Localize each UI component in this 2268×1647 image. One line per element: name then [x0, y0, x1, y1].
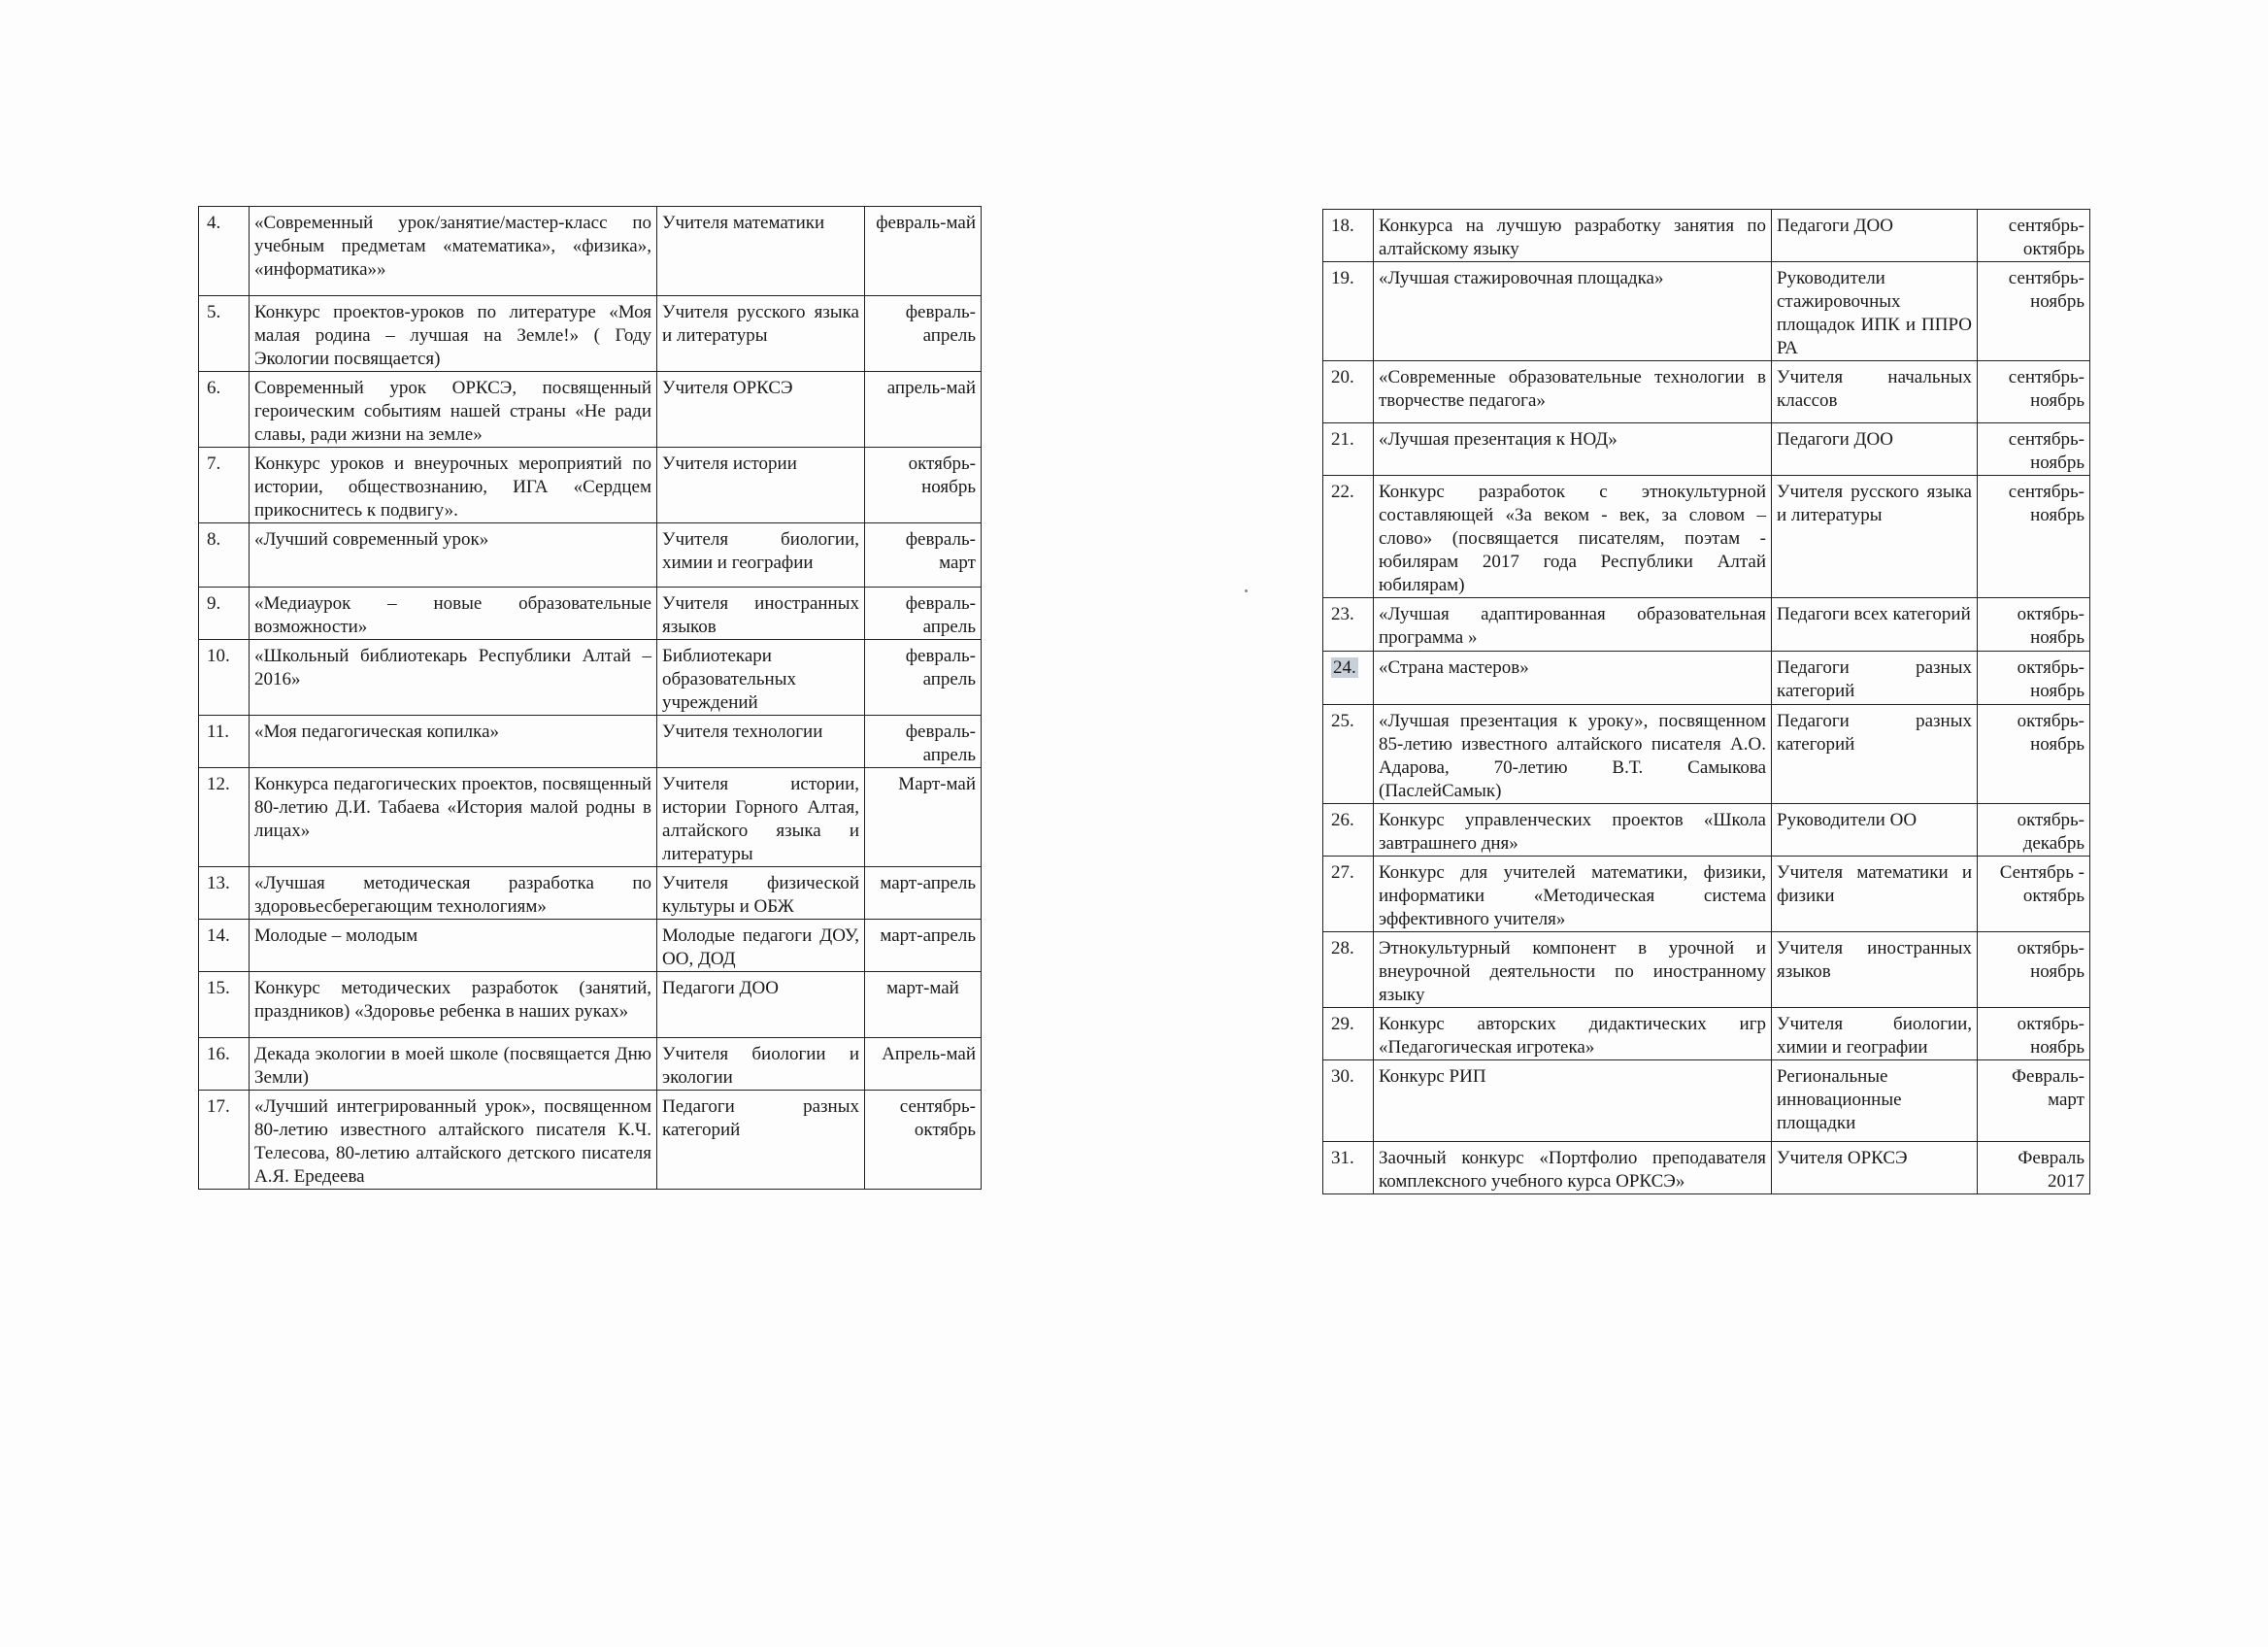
participants: Педагоги ДОО: [657, 972, 865, 1038]
event-title: «Лучший интегрированный урок», посвященном 80-летию известного алтайского писателя К.Ч. Телесова, 80-летию алтайского детского писателя А.Я. Ередеева: [250, 1091, 657, 1190]
row-number: 20.: [1323, 361, 1374, 423]
period: апрель-май: [865, 372, 982, 448]
table-row: [1323, 705, 2090, 804]
row-number: 9.: [199, 588, 250, 640]
table-row: [199, 372, 982, 448]
period: октябрь-ноябрь: [1978, 598, 2090, 652]
event-title: «Лучший современный урок»: [250, 523, 657, 588]
participants: Руководители стажировочных площадок ИПК и ППРО РА: [1772, 262, 1978, 361]
event-title: «Лучшая адаптированная образовательная программа »: [1374, 598, 1772, 652]
event-title: «Лучшая презентация к НОД»: [1374, 423, 1772, 476]
row-number: 25.: [1323, 705, 1374, 804]
participants: Библиотекари образовательных учреждений: [657, 640, 865, 716]
table-row: [199, 1091, 982, 1190]
participants: Учителя математики: [657, 207, 865, 296]
period: сентябрь-ноябрь: [1978, 423, 2090, 476]
event-title: «Лучшая презентация к уроку», посвященном 85-летию известного алтайского писателя А.О. Адарова, 70-летию В.Т. Самыкова (ПаслейСамык): [1374, 705, 1772, 804]
row-number: 19.: [1323, 262, 1374, 361]
event-title: «Школьный библиотекарь Республики Алтай – 2016»: [250, 640, 657, 716]
event-title: «Современный урок/занятие/мастер-класс по учебным предметам «математика», «физика», «информатика»»: [250, 207, 657, 296]
selected-row-number: 24.: [1333, 657, 1356, 678]
participants: Педагоги ДОО: [1772, 423, 1978, 476]
participants: Учителя ОРКСЭ: [1772, 1142, 1978, 1194]
participants: Учителя ОРКСЭ: [657, 372, 865, 448]
scan-speck: [1245, 589, 1248, 592]
participants: Учителя истории: [657, 448, 865, 523]
table-row: [199, 296, 982, 372]
event-title: «Страна мастеров»: [1374, 652, 1772, 705]
table-row: [1323, 210, 2090, 262]
row-number: 4.: [199, 207, 250, 296]
period: октябрь-ноябрь: [1978, 652, 2090, 705]
table-row: [199, 920, 982, 972]
table-row: [1323, 1142, 2090, 1194]
event-title: Конкурс для учителей математики, физики, информатики «Методическая система эффективного учителя»: [1374, 857, 1772, 932]
event-title: Конкурс уроков и внеурочных мероприятий по истории, обществознанию, ИГА «Сердцем прикоснитесь к подвигу».: [250, 448, 657, 523]
event-title: Современный урок ОРКСЭ, посвященный героическим событиям нашей страны «Не ради славы, ради жизни на земле»: [250, 372, 657, 448]
participants: Педагоги разных категорий: [1772, 652, 1978, 705]
row-number: 6.: [199, 372, 250, 448]
event-title: Конкурс управленческих проектов «Школа завтрашнего дня»: [1374, 804, 1772, 857]
period: октябрь-ноябрь: [1978, 932, 2090, 1008]
period: март-апрель: [865, 867, 982, 920]
participants: Учителя русского языка и литературы: [657, 296, 865, 372]
event-title: Конкурс проектов-уроков по литературе «Моя малая родина – лучшая на Земле!» ( Году Экологии посвящается): [250, 296, 657, 372]
period: Февраль 2017: [1978, 1142, 2090, 1194]
period: сентябрь-октябрь: [1978, 210, 2090, 262]
period: сентябрь-ноябрь: [1978, 262, 2090, 361]
participants: Учителя начальных классов: [1772, 361, 1978, 423]
table-row: [199, 523, 982, 588]
row-number: 14.: [199, 920, 250, 972]
table-row: [199, 448, 982, 523]
participants: Учителя математики и физики: [1772, 857, 1978, 932]
table-row: [1323, 476, 2090, 598]
table-row: [1323, 1008, 2090, 1060]
participants: Учителя истории, истории Горного Алтая, алтайского языка и литературы: [657, 768, 865, 867]
event-title: «Моя педагогическая копилка»: [250, 716, 657, 768]
table-row: [1323, 857, 2090, 932]
row-number: 15.: [199, 972, 250, 1038]
row-number: 17.: [199, 1091, 250, 1190]
participants: Учителя технологии: [657, 716, 865, 768]
row-number: 26.: [1323, 804, 1374, 857]
period: сентябрь-октябрь: [865, 1091, 982, 1190]
period: октябрь-ноябрь: [1978, 705, 2090, 804]
period: март-апрель: [865, 920, 982, 972]
participants: Учителя иностранных языков: [657, 588, 865, 640]
participants: Учителя русского языка и литературы: [1772, 476, 1978, 598]
participants: Педагоги всех категорий: [1772, 598, 1978, 652]
table-row: [1323, 1060, 2090, 1142]
period: Апрель-май: [865, 1038, 982, 1091]
table-row: [199, 640, 982, 716]
table-row: [1323, 598, 2090, 652]
row-number: 16.: [199, 1038, 250, 1091]
row-number: 30.: [1323, 1060, 1374, 1142]
participants: Педагоги ДОО: [1772, 210, 1978, 262]
table-row: [1323, 361, 2090, 423]
row-number: 12.: [199, 768, 250, 867]
table-row: [199, 207, 982, 296]
period: Март-май: [865, 768, 982, 867]
event-title: Молодые – молодым: [250, 920, 657, 972]
table-row: [199, 867, 982, 920]
table-row: [199, 768, 982, 867]
period: сентябрь-ноябрь: [1978, 476, 2090, 598]
table-row: [1323, 423, 2090, 476]
event-title: Декада экологии в моей школе (посвящается Дню Земли): [250, 1038, 657, 1091]
left-page-table: [198, 206, 982, 1190]
event-title: Конкурс методических разработок (занятий, праздников) «Здоровье ребенка в наших руках»: [250, 972, 657, 1038]
row-number: 22.: [1323, 476, 1374, 598]
participants: Учителя биологии, химии и географии: [657, 523, 865, 588]
row-number: 13.: [199, 867, 250, 920]
row-number: 23.: [1323, 598, 1374, 652]
period: сентябрь-ноябрь: [1978, 361, 2090, 423]
row-number: 18.: [1323, 210, 1374, 262]
event-title: Конкурс разработок с этнокультурной составляющей «За веком - век, за словом – слово» (посвящается писателям, поэтам - юбилярам 2017 года Республики Алтай юбилярам): [1374, 476, 1772, 598]
period: февраль-апрель: [865, 588, 982, 640]
table-row: [1323, 932, 2090, 1008]
participants: Учителя биологии и экологии: [657, 1038, 865, 1091]
row-number: 29.: [1323, 1008, 1374, 1060]
period: февраль-апрель: [865, 716, 982, 768]
row-number: 11.: [199, 716, 250, 768]
period: Сентябрь - октябрь: [1978, 857, 2090, 932]
period: октябрь-ноябрь: [865, 448, 982, 523]
row-number: 21.: [1323, 423, 1374, 476]
event-title: Конкурс авторских дидактических игр «Педагогическая игротека»: [1374, 1008, 1772, 1060]
participants: Руководители ОО: [1772, 804, 1978, 857]
participants: Региональные инновационные площадки: [1772, 1060, 1978, 1142]
row-number: 7.: [199, 448, 250, 523]
table-row: [199, 588, 982, 640]
row-number: 27.: [1323, 857, 1374, 932]
participants: Учителя физической культуры и ОБЖ: [657, 867, 865, 920]
period: октябрь-декабрь: [1978, 804, 2090, 857]
event-title: «Медиаурок – новые образовательные возможности»: [250, 588, 657, 640]
participants: Молодые педагоги ДОУ, ОО, ДОД: [657, 920, 865, 972]
event-title: Этнокультурный компонент в урочной и внеурочной деятельности по иностранному языку: [1374, 932, 1772, 1008]
participants: Педагоги разных категорий: [657, 1091, 865, 1190]
table-row: [1323, 652, 2090, 705]
event-title: Конкурса педагогических проектов, посвященный 80-летию Д.И. Табаева «История малой родны в лицах»: [250, 768, 657, 867]
period: февраль-май: [865, 207, 982, 296]
period: февраль-апрель: [865, 640, 982, 716]
row-number: 8.: [199, 523, 250, 588]
row-number: 28.: [1323, 932, 1374, 1008]
row-number: 31.: [1323, 1142, 1374, 1194]
event-title: «Современные образовательные технологии в творчестве педагога»: [1374, 361, 1772, 423]
event-title: Конкурса на лучшую разработку занятия по алтайскому языку: [1374, 210, 1772, 262]
event-title: Конкурс РИП: [1374, 1060, 1772, 1142]
period: октябрь-ноябрь: [1978, 1008, 2090, 1060]
period: февраль-март: [865, 523, 982, 588]
period: Февраль-март: [1978, 1060, 2090, 1142]
table-row: [1323, 262, 2090, 361]
table-row: [199, 1038, 982, 1091]
participants: Учителя иностранных языков: [1772, 932, 1978, 1008]
event-title: Заочный конкурс «Портфолио преподавателя комплексного учебного курса ОРКСЭ»: [1374, 1142, 1772, 1194]
row-number: 5.: [199, 296, 250, 372]
right-page-table: [1322, 209, 2090, 1194]
period: февраль-апрель: [865, 296, 982, 372]
event-title: «Лучшая стажировочная площадка»: [1374, 262, 1772, 361]
participants: Учителя биологии, химии и географии: [1772, 1008, 1978, 1060]
row-number: [1323, 652, 1374, 705]
row-number: 10.: [199, 640, 250, 716]
table-row: [199, 716, 982, 768]
period: март-май: [865, 972, 982, 1038]
table-row: [199, 972, 982, 1038]
event-title: «Лучшая методическая разработка по здоровьесберегающим технологиям»: [250, 867, 657, 920]
table-row: [1323, 804, 2090, 857]
participants: Педагоги разных категорий: [1772, 705, 1978, 804]
